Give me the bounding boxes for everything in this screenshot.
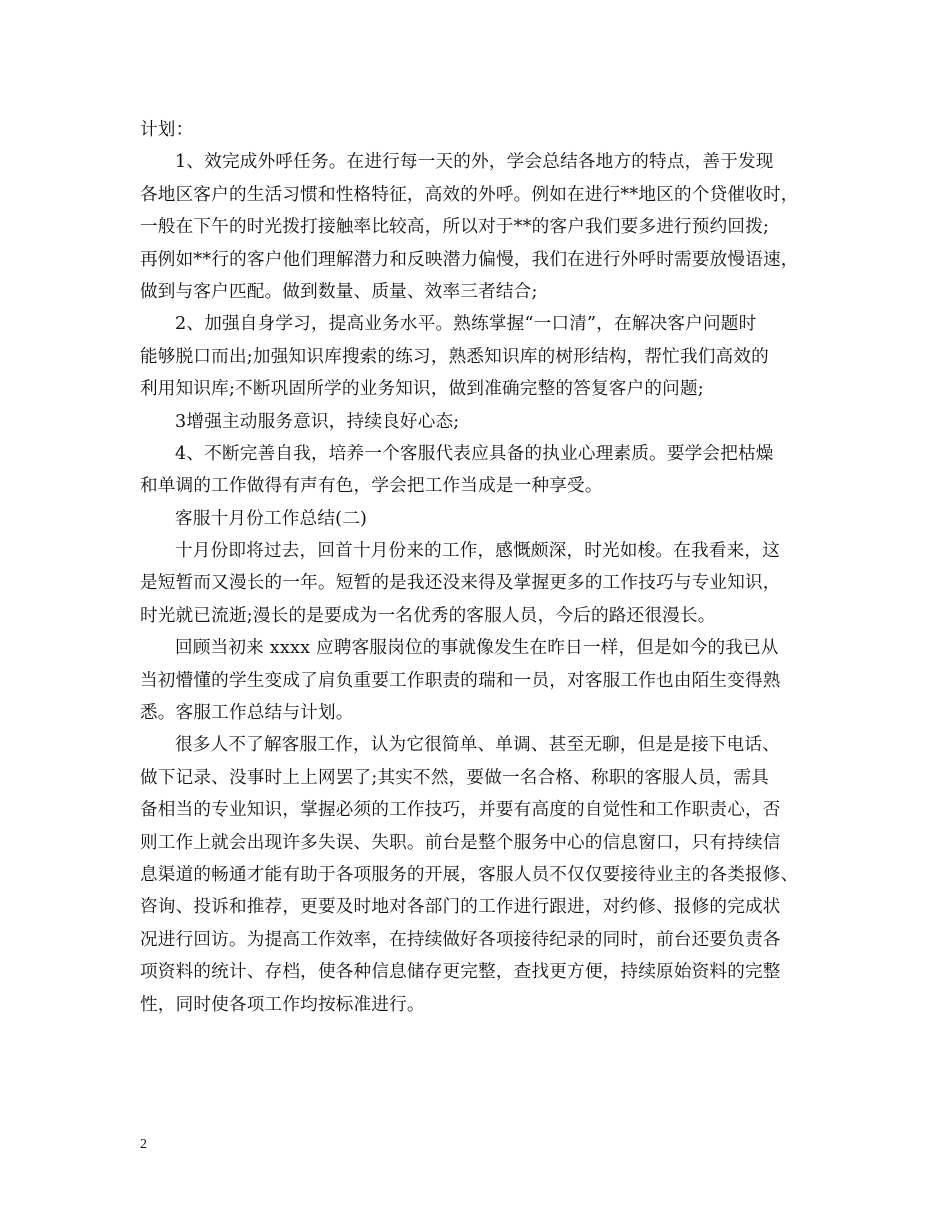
text-line: 息渠道的畅通才能有助于各项服务的开展，客服人员不仅仅要接待业主的各类报修、 xyxy=(140,864,799,885)
text-line: 时光就已流逝;漫长的是要成为一名优秀的客服人员，今后的路还很漫长。 xyxy=(140,605,716,626)
text-line: 做下记录、没事时上上网罢了;其实不然，要做一名合格、称职的客服人员，需具 xyxy=(140,767,769,788)
text-line: 项资料的统计、存档，使各种信息储存更完整，查找更方便，持续原始资料的完整 xyxy=(140,962,781,983)
text-line: 做到与客户匹配。做到数量、质量、效率三者结合; xyxy=(140,281,538,302)
text-line: 当初懵懂的学生变成了肩负重要工作职责的瑞和一员，对客服工作也由陌生变得熟 xyxy=(140,670,781,691)
text-line: 况进行回访。为提高工作效率，在持续做好各项接待纪录的同时，前台还要负责各 xyxy=(140,929,781,950)
text-line: 咨询、投诉和推荐，更要及时地对各部门的工作进行跟进，对约修、报修的完成状 xyxy=(140,897,781,918)
document-body xyxy=(140,114,812,1021)
text-line: 和单调的工作做得有声有色，学会把工作当成是一种享受。 xyxy=(140,476,603,497)
text-line: 十月份即将过去，回首十月份来的工作，感慨颇深，时光如梭。在我看来，这 xyxy=(175,541,780,562)
text-line: 再例如**行的客户他们理解潜力和反映潜力偏慢，我们在进行外呼时需要放慢语速， xyxy=(140,249,799,270)
text-line: 一般在下午的时光拨打接触率比较高，所以对于**的客户我们要多进行预约回拨; xyxy=(140,217,770,238)
text-line: 是短暂而又漫长的一年。短暂的是我还没来得及掌握更多的工作技巧与专业知识， xyxy=(140,573,781,594)
text-line: 3增强主动服务意识，持续良好心态; xyxy=(175,411,460,432)
text-line: 悉。客服工作总结与计划。 xyxy=(140,703,354,724)
text-line: 利用知识库;不断巩固所学的业务知识，做到准确完整的答复客户的问题; xyxy=(140,379,704,400)
text-line: 计划： xyxy=(140,120,194,140)
text-line: 各地区客户的生活习惯和性格特征，高效的外呼。例如在进行**地区的个贷催收时， xyxy=(140,184,799,205)
text-line: 回顾当初来 xxxx 应聘客服岗位的事就像发生在昨日一样，但是如今的我已从 xyxy=(175,638,779,659)
text-line: 1、效完成外呼任务。在进行每一天的外，学会总结各地方的特点，善于发现 xyxy=(175,152,774,173)
text-line: 4、不断完善自我，培养一个客服代表应具备的执业心理素质。要学会把枯燥 xyxy=(175,443,774,464)
page-number: 2 xyxy=(140,1137,147,1152)
text-line: 很多人不了解客服工作，认为它很简单、单调、甚至无聊，但是是接下电话、 xyxy=(175,735,780,756)
text-line: 客服十月份工作总结(二) xyxy=(175,508,368,529)
text-line: 则工作上就会出现许多失误、失职。前台是整个服务中心的信息窗口，只有持续信 xyxy=(140,832,781,853)
text-line: 性，同时使各项工作均按标准进行。 xyxy=(140,994,425,1015)
text-line: 备相当的专业知识，掌握必须的工作技巧，并要有高度的自觉性和工作职责心，否 xyxy=(140,800,781,821)
text-line: 能够脱口而出;加强知识库搜索的练习，熟悉知识库的树形结构，帮忙我们高效的 xyxy=(140,346,769,367)
text-line: 2、加强自身学习，提高业务水平。熟练掌握“一口清”，在解决客户问题时 xyxy=(175,314,757,335)
